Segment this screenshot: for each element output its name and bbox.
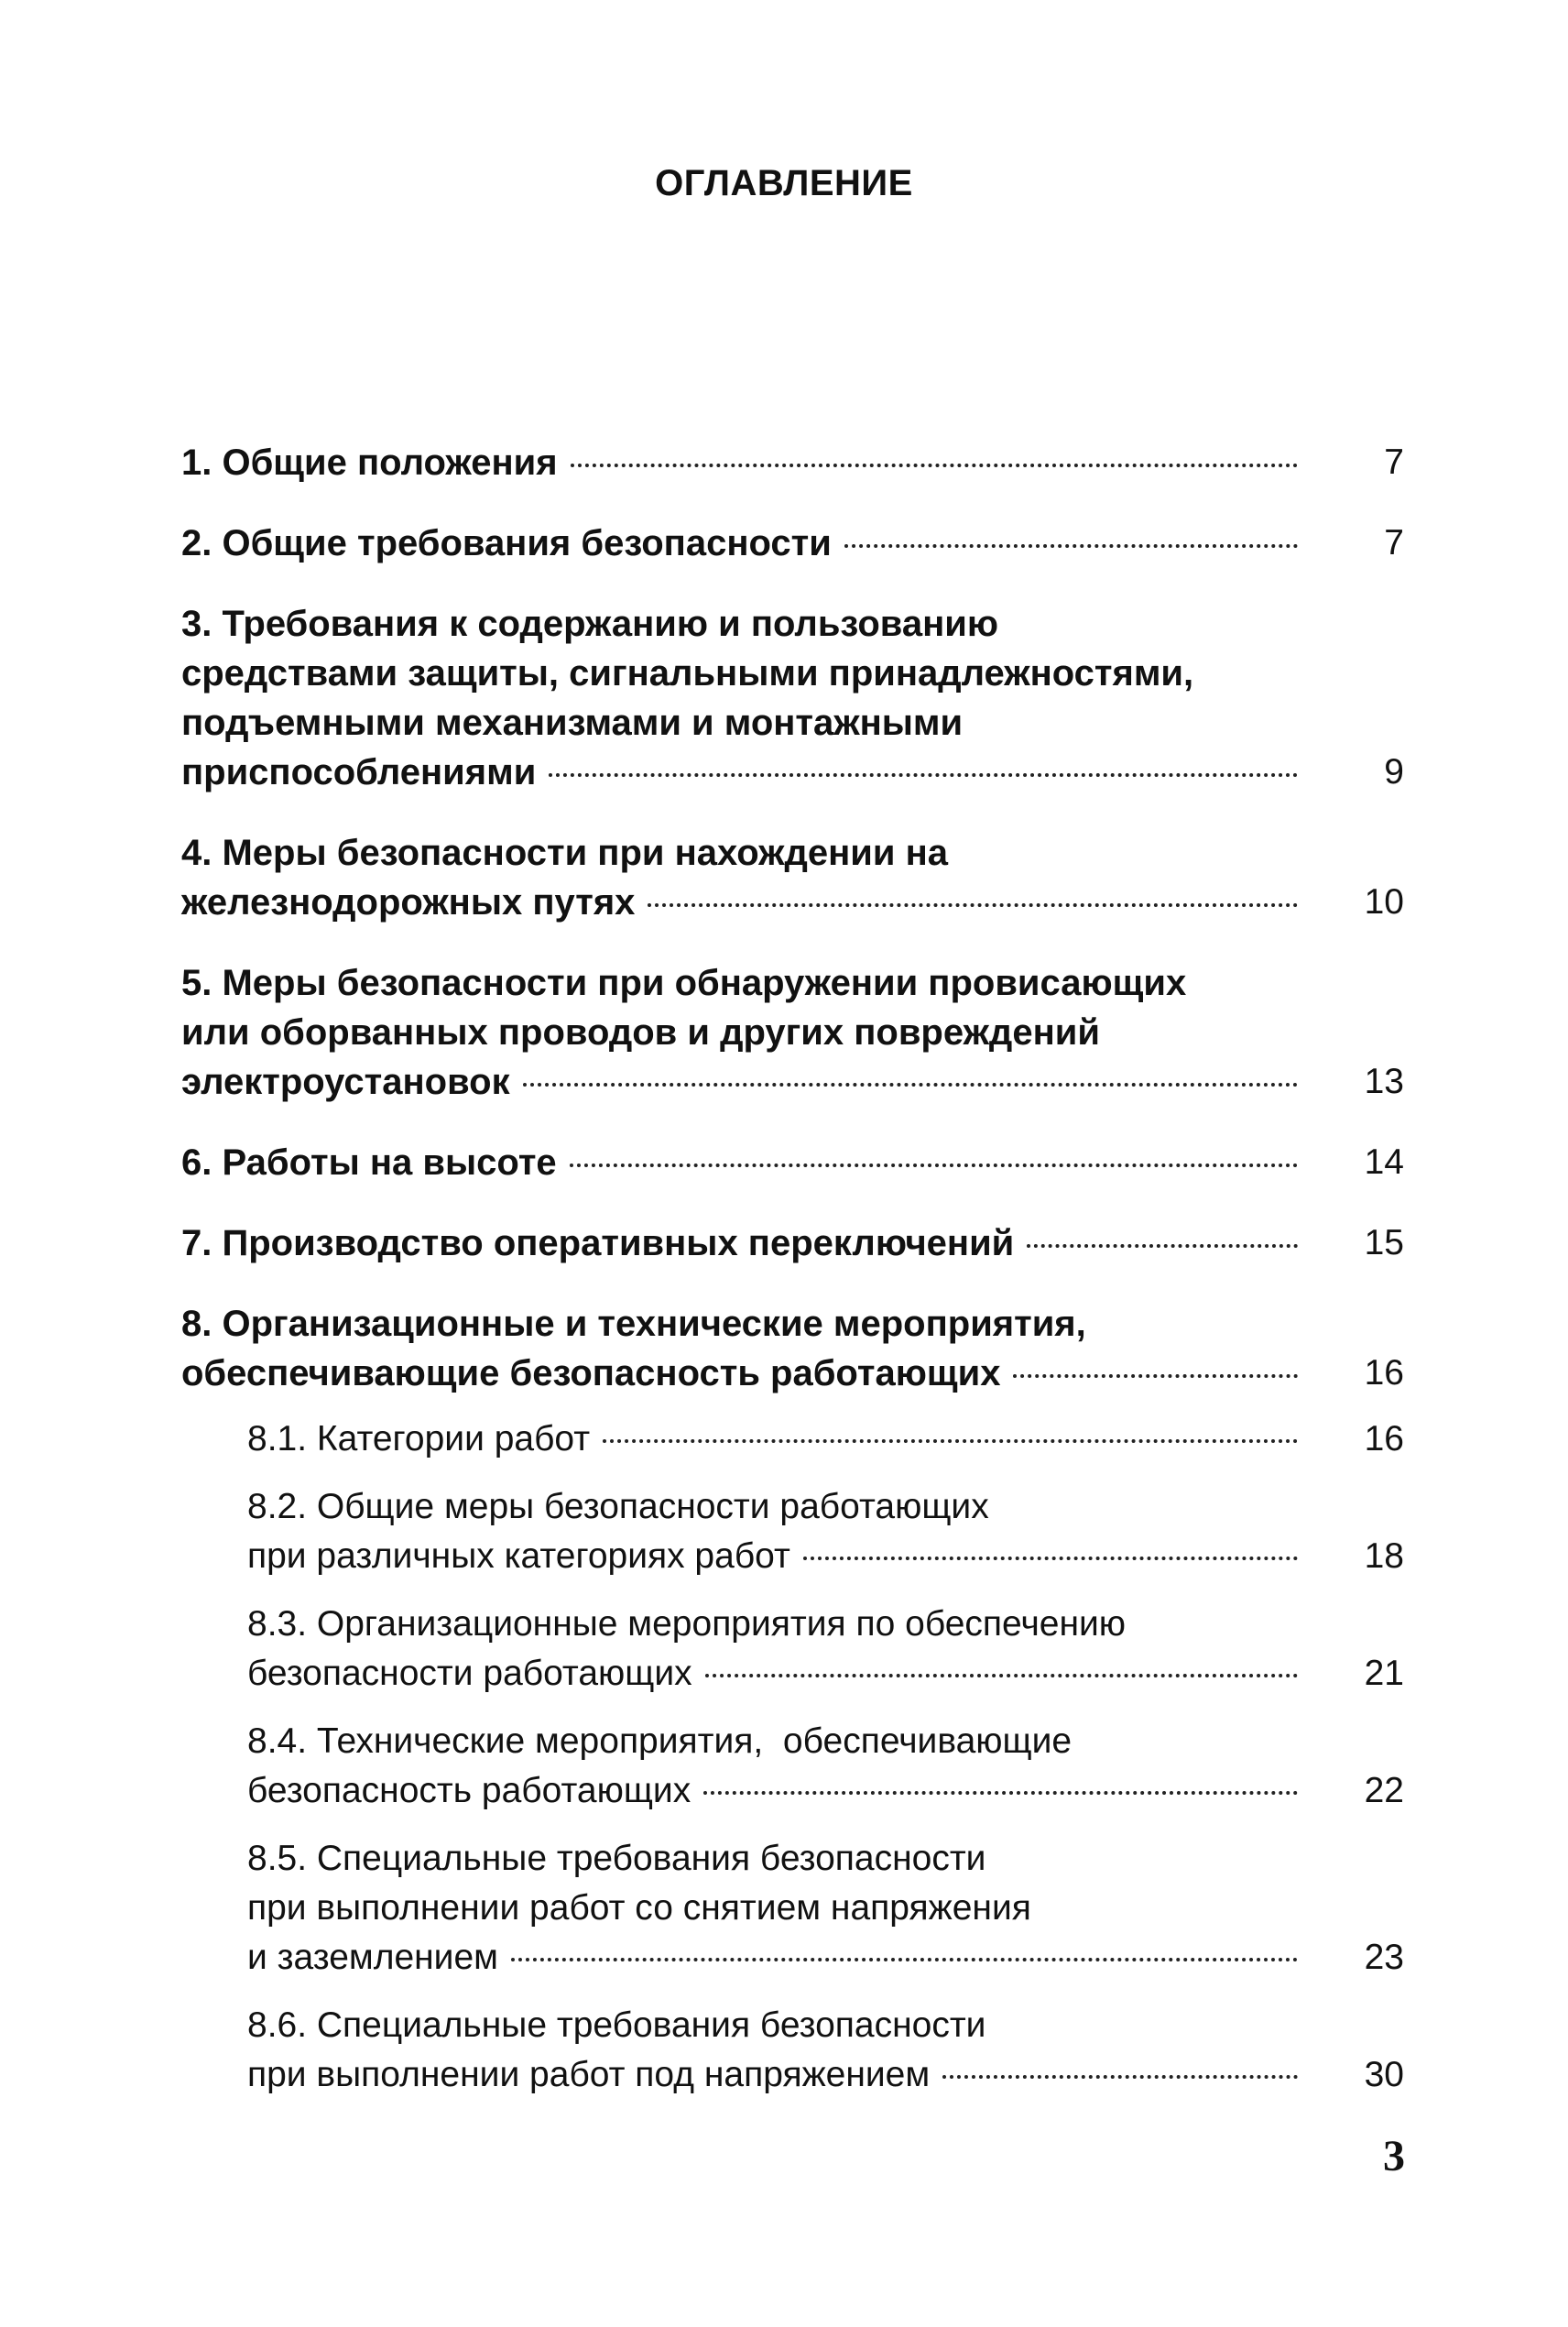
toc-entry-1[interactable] [181, 438, 1404, 487]
toc-page-number: 16 [1364, 1419, 1404, 1458]
dot-leader [549, 773, 1298, 777]
dot-leader [803, 1557, 1298, 1560]
toc-entry-5[interactable] [181, 958, 1404, 1107]
toc-entry-text: 7. Производство оперативных переключений [181, 1223, 1015, 1263]
toc-subentry-8-3[interactable] [247, 1600, 1404, 1699]
toc-page-number: 13 [1364, 1062, 1404, 1101]
toc-page-number: 15 [1364, 1223, 1404, 1262]
toc-entry-text: 4. Меры безопасности при нахождении на [181, 833, 948, 873]
dot-leader [511, 1958, 1298, 1961]
dot-leader [703, 1791, 1298, 1795]
toc-page-number: 16 [1364, 1353, 1404, 1393]
toc-entry-text: 8.5. Специальные требования безопасности [247, 1839, 986, 1878]
toc-page-number: 18 [1364, 1536, 1404, 1576]
toc-page-number: 22 [1364, 1771, 1404, 1810]
toc-page-number: 7 [1384, 442, 1404, 482]
toc-entry-3[interactable] [181, 599, 1404, 797]
toc-entry-text: железнодорожных путях [181, 882, 636, 923]
toc-entry-text: 8. Организационные и технические мероприятия, [181, 1304, 1086, 1344]
dot-leader [571, 464, 1298, 467]
toc-entry-4[interactable] [181, 828, 1404, 927]
dot-leader [603, 1439, 1298, 1443]
toc-entry-text: обеспечивающие безопасность работающих [181, 1353, 1001, 1393]
toc-page-number: 9 [1384, 752, 1404, 792]
toc-entry-text: 5. Меры безопасности при обнаружении провисающих [181, 963, 1187, 1003]
dot-leader [570, 1164, 1298, 1167]
toc-entry-text: электроустановок [181, 1062, 510, 1102]
toc-entry-8[interactable] [181, 1299, 1404, 1398]
toc-page-number: 14 [1364, 1142, 1404, 1182]
toc-entry-text: при выполнении работ со снятием напряжения [247, 1888, 1031, 1928]
toc-page-number: 30 [1364, 2055, 1404, 2094]
toc-entry-2[interactable] [181, 519, 1404, 568]
toc-entry-text: при различных категориях работ [247, 1536, 790, 1576]
dot-leader [1013, 1374, 1298, 1378]
toc-entry-text: безопасности работающих [247, 1654, 692, 1693]
toc-entry-text: 8.2. Общие меры безопасности работающих [247, 1487, 989, 1526]
toc-entry-text: подъемными механизмами и монтажными [181, 703, 964, 743]
toc-subentry-8-1[interactable] [247, 1415, 1404, 1464]
toc-subentry-8-6[interactable] [247, 2001, 1404, 2100]
dot-leader [942, 2075, 1298, 2079]
toc-page-number: 7 [1384, 523, 1404, 563]
toc-entry-text: 6. Работы на высоте [181, 1142, 557, 1183]
dot-leader [523, 1083, 1298, 1087]
toc-entry-6[interactable] [181, 1138, 1404, 1187]
dot-leader [844, 544, 1298, 548]
toc-entry-text: 3. Требования к содержанию и пользованию [181, 604, 998, 644]
toc-entry-text: 8.1. Категории работ [247, 1419, 591, 1458]
toc-subentry-8-2[interactable] [247, 1482, 1404, 1581]
toc-entry-text: и заземлением [247, 1938, 498, 1977]
toc-entry-text: безопасность работающих [247, 1771, 691, 1810]
page-number: 3 [1383, 2132, 1405, 2180]
toc-entry-text: при выполнении работ под напряжением [247, 2055, 931, 2094]
toc-entry-text: 8.6. Специальные требования безопасности [247, 2005, 986, 2045]
toc-subentry-8-5[interactable] [247, 1834, 1404, 1983]
toc-entry-text: 8.3. Организационные мероприятия по обеспечению [247, 1604, 1127, 1644]
toc-entry-7[interactable] [181, 1218, 1404, 1268]
toc-entry-text: или оборванных проводов и других повреждений [181, 1012, 1100, 1053]
toc-entry-text: 1. Общие положения [181, 442, 558, 483]
toc-page-number: 21 [1364, 1654, 1404, 1693]
toc-entry-text: средствами защиты, сигнальными принадлежностями, [181, 653, 1194, 694]
toc-entry-text: приспособлениями [181, 752, 537, 792]
dot-leader [648, 903, 1298, 907]
dot-leader [1027, 1244, 1298, 1248]
toc-subentry-8-4[interactable] [247, 1717, 1404, 1816]
toc-page-number: 10 [1364, 882, 1404, 922]
toc-entry-text: 8.4. Технические мероприятия, обеспечивающие [247, 1721, 1073, 1761]
toc-entry-text: 2. Общие требования безопасности [181, 523, 832, 563]
table-of-contents [181, 438, 1404, 2118]
dot-leader [705, 1674, 1298, 1677]
page-title: ОГЛАВЛЕНИЕ [655, 163, 913, 203]
toc-page-number: 23 [1364, 1938, 1404, 1977]
